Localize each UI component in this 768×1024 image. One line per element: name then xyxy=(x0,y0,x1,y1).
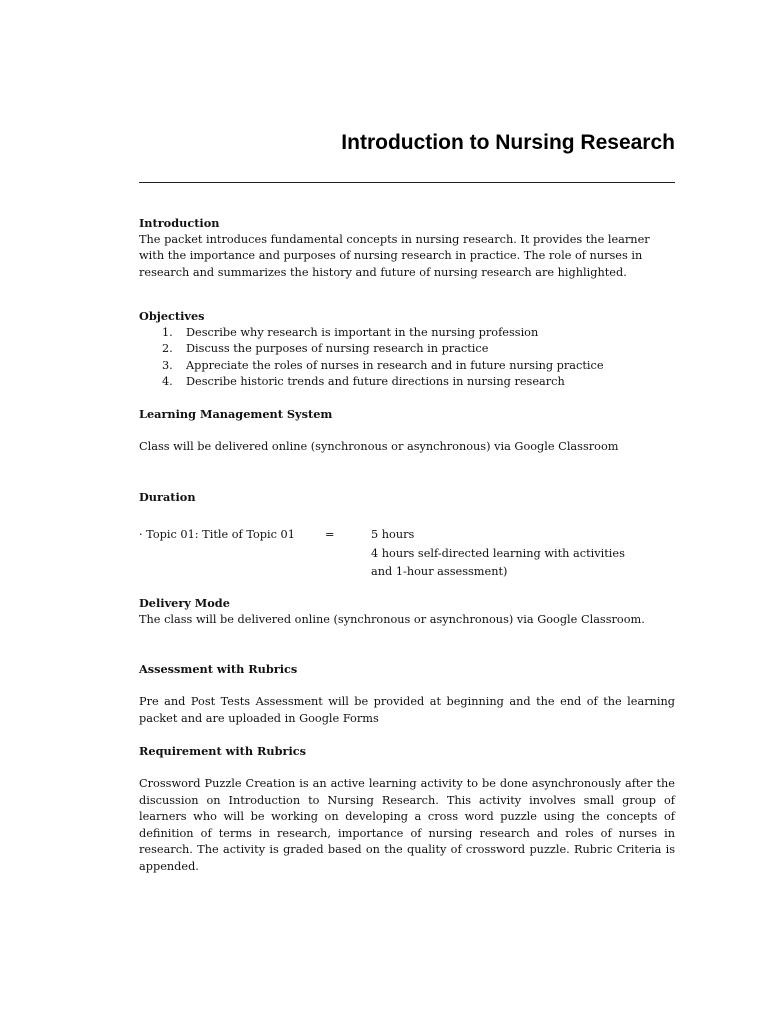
objective-item xyxy=(139,341,675,358)
introduction-heading: Introduction xyxy=(139,216,220,230)
lms-body-block xyxy=(139,439,675,456)
assessment-heading: Assessment with Rubrics xyxy=(139,662,298,676)
objectives-heading: Objectives xyxy=(139,309,205,323)
assessment-section xyxy=(139,661,675,678)
duration-heading: Duration xyxy=(139,490,196,504)
objective-number: 3. xyxy=(162,358,173,372)
objective-text: Appreciate the roles of nurses in research and in future nursing practice xyxy=(186,358,604,372)
requirement-body-block xyxy=(139,776,675,875)
assessment-body-block xyxy=(139,694,675,727)
objectives-list xyxy=(139,325,675,391)
duration-hours: 5 hours xyxy=(371,528,415,541)
requirement-body: Crossword Puzzle Creation is an active learning activity to be done asynchronously after the discussion on Introduction to Nursing Research. This activity involves small group of learners who will be working on developing a cross word puzzle using the concepts of definition of terms in research, importance of nursing research and roles of nurses in research. The activity is graded based on the quality of crossword puzzle. Rubric Criteria is appended. xyxy=(139,777,675,873)
objective-text: Describe why research is important in the nursing profession xyxy=(186,325,539,339)
requirement-section xyxy=(139,743,675,760)
objective-number: 1. xyxy=(162,325,173,339)
duration-section xyxy=(139,489,675,506)
delivery-mode-section xyxy=(139,595,675,628)
duration-topic: · Topic 01: Title of Topic 01 xyxy=(139,528,295,541)
objectives-section xyxy=(139,308,675,391)
requirement-heading: Requirement with Rubrics xyxy=(139,744,306,758)
lms-section xyxy=(139,406,675,423)
objective-item xyxy=(139,325,675,342)
duration-detail-line1: 4 hours self-directed learning with activities xyxy=(371,547,625,560)
delivery-mode-heading: Delivery Mode xyxy=(139,596,230,610)
lms-body: Class will be delivered online (synchronous or asynchronous) via Google Classroom xyxy=(139,440,619,453)
document-page xyxy=(139,0,675,1024)
introduction-body: The packet introduces fundamental concepts in nursing research. It provides the learner with the importance and purposes of nursing research in practice. The role of nurses in research and summarizes the history and future of nursing research are highlighted. xyxy=(139,232,650,279)
objective-text: Describe historic trends and future directions in nursing research xyxy=(186,375,565,388)
duration-equals: = xyxy=(325,528,335,541)
objective-item xyxy=(139,374,675,391)
duration-detail-line2: and 1-hour assessment) xyxy=(371,565,508,578)
title-divider xyxy=(139,182,675,183)
introduction-section xyxy=(139,215,675,281)
lms-heading: Learning Management System xyxy=(139,407,333,421)
assessment-body: Pre and Post Tests Assessment will be provided at beginning and the end of the learning packet and are uploaded in Google Forms xyxy=(139,695,675,725)
delivery-mode-body: The class will be delivered online (synchronous or asynchronous) via Google Classroom. xyxy=(139,612,645,626)
document-title: Introduction to Nursing Research xyxy=(341,131,675,154)
objective-text: Discuss the purposes of nursing research in practice xyxy=(186,342,489,355)
objective-number: 4. xyxy=(162,375,173,388)
objective-number: 2. xyxy=(162,342,173,355)
objective-item xyxy=(139,358,675,375)
